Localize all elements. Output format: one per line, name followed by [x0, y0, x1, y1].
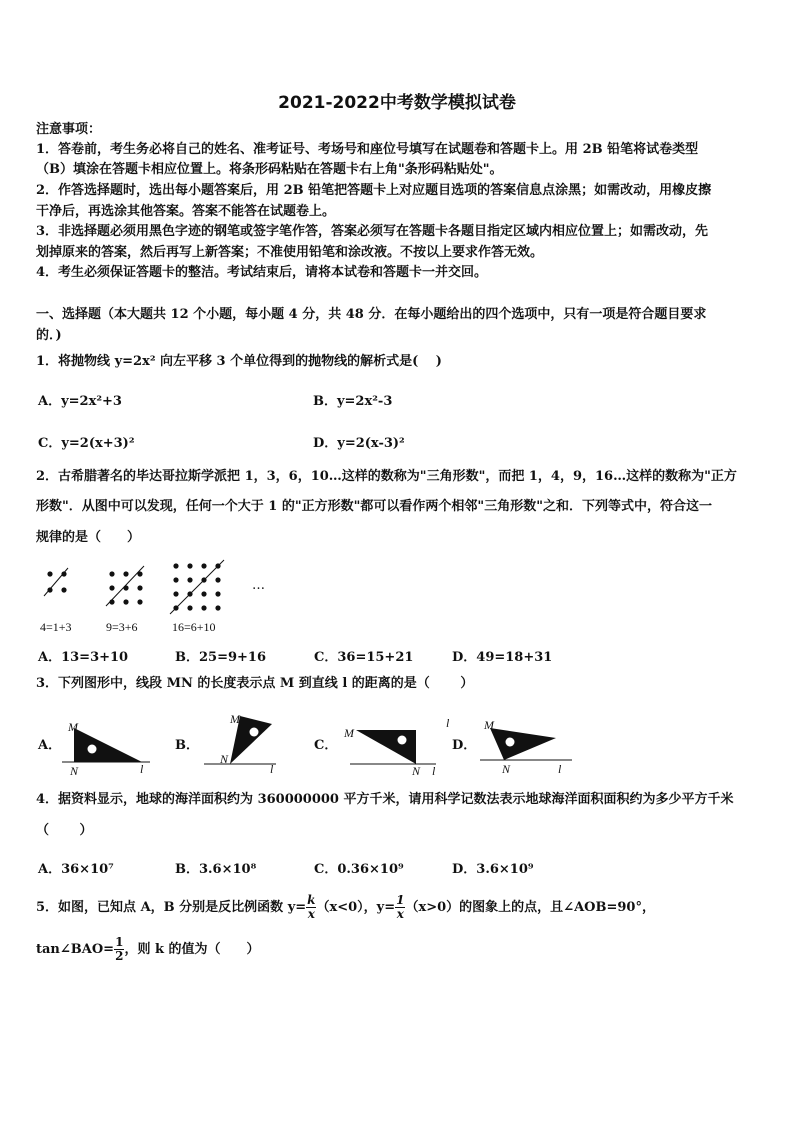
dot-pattern-figure: [40, 560, 280, 620]
q4-option-d: D．3.6×10⁹: [452, 862, 534, 877]
triangle-figure-c: [340, 720, 440, 770]
q5-text: （x<0），y=: [316, 900, 396, 915]
q4-option-a: A．36×10⁷: [38, 862, 114, 877]
fraction-k-over-x: [306, 894, 316, 921]
q5-text: ，则 k 的值为（ ）: [124, 942, 260, 957]
frac-num: k: [307, 893, 316, 907]
q5-line2: [36, 932, 260, 968]
label-n: N: [220, 752, 229, 766]
notice-line: 4．考生必须保证答题卡的整洁。考试结束后，请将本试卷和答题卡一并交回。: [36, 265, 488, 280]
q2-line: 规律的是（ ）: [36, 530, 141, 545]
q2-option-a: A．13=3+10: [38, 650, 129, 665]
q4-line: （ ）: [36, 823, 93, 838]
q4-line: 4．据资料显示，地球的海洋面积约为 360000000 平方千米，请用科学记数法表示地球海洋面积面积约为多少平方千米: [36, 792, 734, 807]
notice-line: 干净后，再选涂其他答案。答案不能答在试题卷上。: [36, 204, 336, 219]
figure-label: 9=3+6: [106, 620, 138, 634]
q5-text: tan∠BAO=: [36, 942, 115, 957]
q2-line: 2．古希腊著名的毕达哥拉斯学派把 1，3，6，10…这样的数称为"三角形数"，而把 1，4，9，16…这样的数称为"正方: [36, 469, 737, 484]
q3-option-a: A．: [38, 738, 62, 753]
label-l: l: [270, 762, 274, 776]
q2-line: 形数"．从图中可以发现，任何一个大于 1 的"正方形数"都可以看作两个相邻"三角形数"之和．下列等式中，符合这一: [36, 499, 712, 514]
section-heading: 一、选择题（本大题共 12 个小题，每小题 4 分，共 48 分．在每小题给出的四个选项中，只有一项是符合题目要求: [36, 307, 707, 322]
q2-option-c: C．36=15+21: [314, 650, 414, 665]
q1-option-a: A．y=2x²+3: [38, 394, 122, 409]
label-m: M: [68, 720, 78, 734]
q3-option-c: C．: [314, 738, 338, 753]
q3-option-b: B．: [175, 738, 199, 753]
figure-label: 16=6+10: [172, 620, 216, 634]
notice-line: （B）填涂在答题卡相应位置上。将条形码粘贴在答题卡右上角"条形码粘贴处"。: [36, 162, 503, 177]
frac-num: 1: [115, 935, 124, 949]
q1-option-d: D．y=2(x-3)²: [313, 436, 405, 451]
q1-option-b: B．y=2x²-3: [313, 394, 393, 409]
label-n: N: [70, 764, 79, 778]
label-m: M: [484, 718, 494, 732]
label-l: l: [558, 762, 562, 776]
label-m: M: [344, 726, 354, 740]
frac-den: 2: [115, 949, 124, 963]
label-l: l: [432, 764, 436, 778]
triangle-figure-d: [480, 718, 576, 770]
label-l: l: [446, 716, 450, 730]
notice-line: 1．答卷前，考生务必将自己的姓名、准考证号、考场号和座位号填写在试题卷和答题卡上。用 2B 铅笔将试卷类型: [36, 142, 699, 157]
fraction-1-over-2: [114, 936, 124, 963]
q5-text: 5．如图，已知点 A，B 分别是反比例函数 y=: [36, 900, 307, 915]
label-l: l: [140, 762, 144, 776]
label-n: N: [412, 764, 421, 778]
q3-option-d: D．: [452, 738, 477, 753]
figure-label: 4=1+3: [40, 620, 72, 634]
section-heading-cont: 的．): [36, 328, 62, 343]
label-m: M: [230, 712, 240, 726]
q5-text: （x>0）的图象上的点，且∠AOB=90°，: [405, 900, 655, 915]
frac-den: x: [307, 907, 315, 921]
label-n: N: [502, 762, 511, 776]
q2-option-b: B．25=9+16: [175, 650, 267, 665]
q1-stem: 1．将抛物线 y=2x² 向左平移 3 个单位得到的抛物线的解析式是( ): [36, 354, 442, 369]
frac-num: 1: [396, 893, 405, 907]
q2-option-d: D．49=18+31: [452, 650, 553, 665]
notice-line: 划掉原来的答案，然后再写上新答案；不准使用铅笔和涂改液。不按以上要求作答无效。: [36, 245, 544, 260]
notice-heading: 注意事项：: [36, 122, 102, 137]
frac-den: x: [396, 907, 404, 921]
fraction-1-over-x: [395, 894, 405, 921]
q4-option-b: B．3.6×10⁸: [175, 862, 257, 877]
q5-line1: [36, 890, 655, 926]
q3-stem: 3．下列图形中，线段 MN 的长度表示点 M 到直线 l 的距离的是（ ）: [36, 676, 474, 691]
pattern-ellipsis: …: [252, 578, 265, 593]
q4-option-c: C．0.36×10⁹: [314, 862, 404, 877]
triangle-figure-b: [204, 710, 284, 770]
notice-line: 2．作答选择题时，选出每小题答案后，用 2B 铅笔把答题卡上对应题目选项的答案信息点涂黑；如需改动，用橡皮擦: [36, 183, 712, 198]
page-title: 2021-2022中考数学模拟试卷: [278, 93, 516, 113]
q1-option-c: C．y=2(x+3)²: [38, 436, 135, 451]
notice-line: 3．非选择题必须用黑色字迹的钢笔或签字笔作答，答案必须写在答题卡各题目指定区域内相应位置上；如需改动，先: [36, 224, 709, 239]
